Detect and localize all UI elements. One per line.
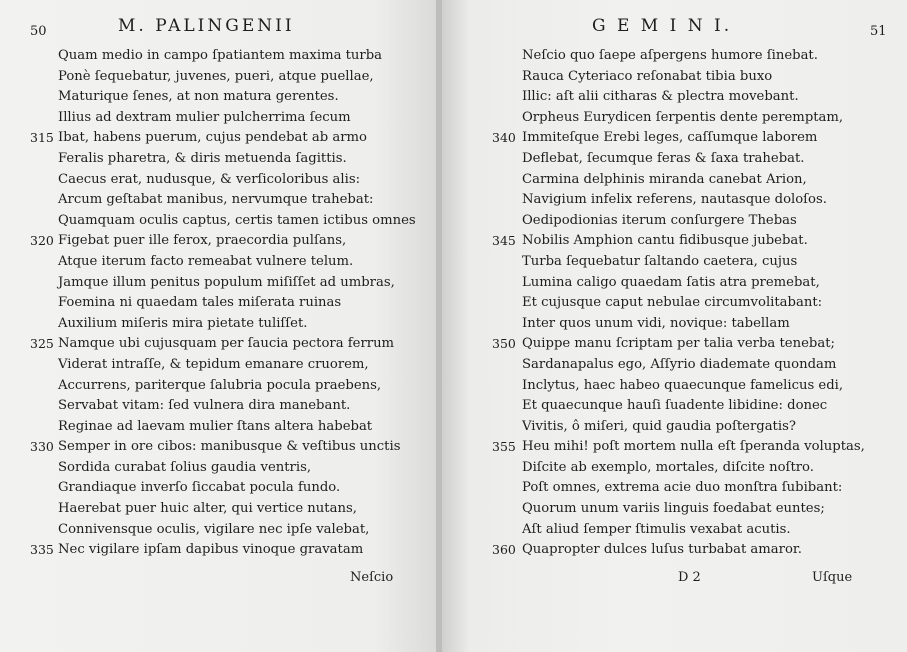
verse-text: Quamquam oculis captus, certis tamen ictibus omnes xyxy=(58,212,416,228)
verse-line xyxy=(0,458,440,479)
verse-line xyxy=(442,190,907,211)
verse-text: Ponè ſequebatur, juvenes, pueri, atque puellae, xyxy=(58,68,374,84)
verse-text: Reginae ad laevam mulier ſtans altera habebat xyxy=(58,418,373,434)
verse-text: Sordida curabat ſolius gaudia ventris, xyxy=(58,459,312,475)
verse-text: Jamque illum penitus populum miſiſſet ad umbras, xyxy=(58,274,395,290)
verse-text: Immiteſque Erebi leges, caſſumque laborem xyxy=(522,130,818,146)
left-page xyxy=(0,0,440,652)
verse-text: Navigium infelix referens, nautasque doloſos. xyxy=(522,192,827,208)
verse-line xyxy=(0,540,440,561)
verse-text: Namque ubi cujusquam per ſaucia pectora ferrum xyxy=(58,336,395,352)
verse-line xyxy=(0,170,440,191)
verse-text: Deflebat, ſecumque feras & ſaxa trahebat. xyxy=(522,150,805,166)
verse-line xyxy=(442,376,907,397)
line-number: 315 xyxy=(30,130,54,146)
right-page-number: 51 xyxy=(870,24,887,39)
verse-text: Nec vigilare ipſam dapibus vinoque gravatam xyxy=(58,542,364,558)
line-number: 340 xyxy=(492,130,516,146)
verse-text: Nobilis Amphion cantu fidibusque jubebat. xyxy=(522,233,808,249)
verse-line xyxy=(442,231,907,252)
verse-line xyxy=(442,273,907,294)
verse-line xyxy=(442,149,907,170)
verse-line xyxy=(0,314,440,335)
verse-text: Quippe manu ſcriptam per talia verba tenebat; xyxy=(522,336,835,352)
verse-text: Foemina ni quaedam tales miſerata ruinas xyxy=(58,295,342,311)
verse-text: Oedipodionias iterum conſurgere Thebas xyxy=(522,212,797,228)
line-number: 320 xyxy=(30,233,54,249)
verse-text: Poſt omnes, extrema acie duo monſtra ſubibant: xyxy=(522,480,843,496)
verse-line xyxy=(442,540,907,561)
verse-line xyxy=(0,108,440,129)
left-running-head: M. PALINGENII xyxy=(118,16,295,36)
verse-line xyxy=(0,87,440,108)
verse-line xyxy=(0,273,440,294)
verse-text: Viderat intraſſe, & tepidum emanare cruorem, xyxy=(58,356,369,372)
verse-text: Carmina delphinis miranda canebat Arion, xyxy=(522,171,807,187)
verse-line xyxy=(0,355,440,376)
verse-line xyxy=(0,293,440,314)
verse-line xyxy=(0,376,440,397)
verse-text: Ibat, habens puerum, cujus pendebat ab armo xyxy=(58,130,367,146)
verse-text: Lumina caligo quaedam ſatis atra premebat, xyxy=(522,274,820,290)
verse-line xyxy=(0,396,440,417)
verse-text: Maturique ſenes, at non matura gerentes. xyxy=(58,89,339,105)
verse-text: Connivensque oculis, vigilare nec ipſe valebat, xyxy=(58,521,370,537)
verse-line xyxy=(0,128,440,149)
verse-text: Orpheus Eurydicen ſerpentis dente peremptam, xyxy=(522,109,844,125)
verse-line xyxy=(442,520,907,541)
right-running-head: G E M I N I. xyxy=(592,16,733,36)
verse-line xyxy=(442,128,907,149)
verse-text: Vivitis, ô miſeri, quid gaudia poſtergatis? xyxy=(522,418,796,434)
verse-text: Quam medio in campo ſpatiantem maxima turba xyxy=(58,48,383,63)
left-catchword: Neſcio xyxy=(350,570,394,585)
verse-text: Neſcio quo ſaepe aſpergens humore ſinebat. xyxy=(522,48,818,63)
verse-text: Quapropter dulces luſus turbabat amaror. xyxy=(522,542,802,558)
verse-text: Figebat puer ille ferox, praecordia pulſans, xyxy=(58,233,347,249)
right-catchword: Uſque xyxy=(812,570,853,585)
verse-text: Inclytus, haec habeo quaecunque famelicus edi, xyxy=(522,377,844,393)
verse-line xyxy=(0,46,440,67)
verse-text: Accurrens, pariterque ſalubria pocula praebens, xyxy=(58,377,382,393)
verse-text: Servabat vitam: ſed vulnera dira manebant. xyxy=(58,398,351,414)
verse-text: Feralis pharetra, & diris metuenda ſagittis. xyxy=(58,150,347,166)
verse-line xyxy=(0,520,440,541)
verse-line xyxy=(0,67,440,88)
verse-text: Inter quos unum vidi, novique: tabellam xyxy=(522,315,790,331)
verse-line xyxy=(442,293,907,314)
verse-line xyxy=(442,396,907,417)
verse-line xyxy=(442,458,907,479)
verse-line xyxy=(442,67,907,88)
left-verse-lines xyxy=(0,46,440,561)
line-number: 360 xyxy=(492,542,516,558)
line-number: 335 xyxy=(30,542,54,558)
verse-text: Aſt aliud ſemper ſtimulis vexabat acutis. xyxy=(522,521,791,537)
verse-line xyxy=(0,437,440,458)
verse-line xyxy=(0,211,440,232)
verse-line xyxy=(442,478,907,499)
verse-line xyxy=(442,417,907,438)
verse-line xyxy=(0,231,440,252)
verse-line xyxy=(442,211,907,232)
verse-line xyxy=(0,334,440,355)
verse-line xyxy=(442,334,907,355)
verse-text: Rauca Cyteriaco reſonabat tibia buxo xyxy=(522,68,773,84)
signature-mark: D 2 xyxy=(678,570,701,585)
verse-line xyxy=(442,499,907,520)
verse-line xyxy=(442,87,907,108)
verse-text: Arcum geſtabat manibus, nervumque trahebat: xyxy=(58,192,374,208)
verse-text: Sardanapalus ego, Aſſyrio diademate quondam xyxy=(522,356,837,372)
verse-text: Quorum unum variis linguis foedabat euntes; xyxy=(522,501,825,517)
verse-line xyxy=(0,499,440,520)
verse-line xyxy=(442,252,907,273)
verse-line xyxy=(442,314,907,335)
verse-text: Illius ad dextram mulier pulcherrima ſecum xyxy=(58,109,351,125)
verse-text: Et quaecunque hauſi ſuadente libidine: donec xyxy=(522,398,828,414)
verse-line xyxy=(0,149,440,170)
line-number: 355 xyxy=(492,439,516,455)
verse-text: Et cujusque caput nebulae circumvolitabant: xyxy=(522,295,823,311)
left-page-number: 50 xyxy=(30,24,47,39)
verse-text: Diſcite ab exemplo, mortales, diſcite noſtro. xyxy=(522,459,814,475)
line-number: 330 xyxy=(30,439,54,455)
right-page xyxy=(442,0,907,652)
verse-line xyxy=(0,190,440,211)
line-number: 345 xyxy=(492,233,516,249)
verse-text: Grandiaque inverſo ſiccabat pocula fundo. xyxy=(58,480,341,496)
verse-text: Heu mihi! poſt mortem nulla eſt ſperanda voluptas, xyxy=(522,439,865,455)
line-number: 350 xyxy=(492,336,516,352)
verse-line xyxy=(0,417,440,438)
verse-line xyxy=(442,437,907,458)
verse-text: Caecus erat, nudusque, & verſicoloribus alis: xyxy=(58,171,361,187)
line-number: 325 xyxy=(30,336,54,352)
verse-text: Haerebat puer huic alter, qui vertice nutans, xyxy=(58,501,357,517)
verse-text: Auxilium miſeris mira pietate tuliſſet. xyxy=(58,315,308,331)
verse-line xyxy=(442,170,907,191)
verse-line xyxy=(442,46,907,67)
verse-text: Semper in ore cibos: manibusque & veſtibus unctis xyxy=(58,439,401,455)
verse-line xyxy=(0,478,440,499)
right-verse-lines xyxy=(442,46,907,561)
verse-line xyxy=(0,252,440,273)
verse-line xyxy=(442,108,907,129)
verse-text: Atque iterum facto remeabat vulnere telum. xyxy=(58,253,354,269)
verse-text: Turba ſequebatur ſaltando caetera, cujus xyxy=(522,253,798,269)
verse-line xyxy=(442,355,907,376)
verse-text: Illic: aſt alii citharas & plectra movebant. xyxy=(522,89,799,105)
